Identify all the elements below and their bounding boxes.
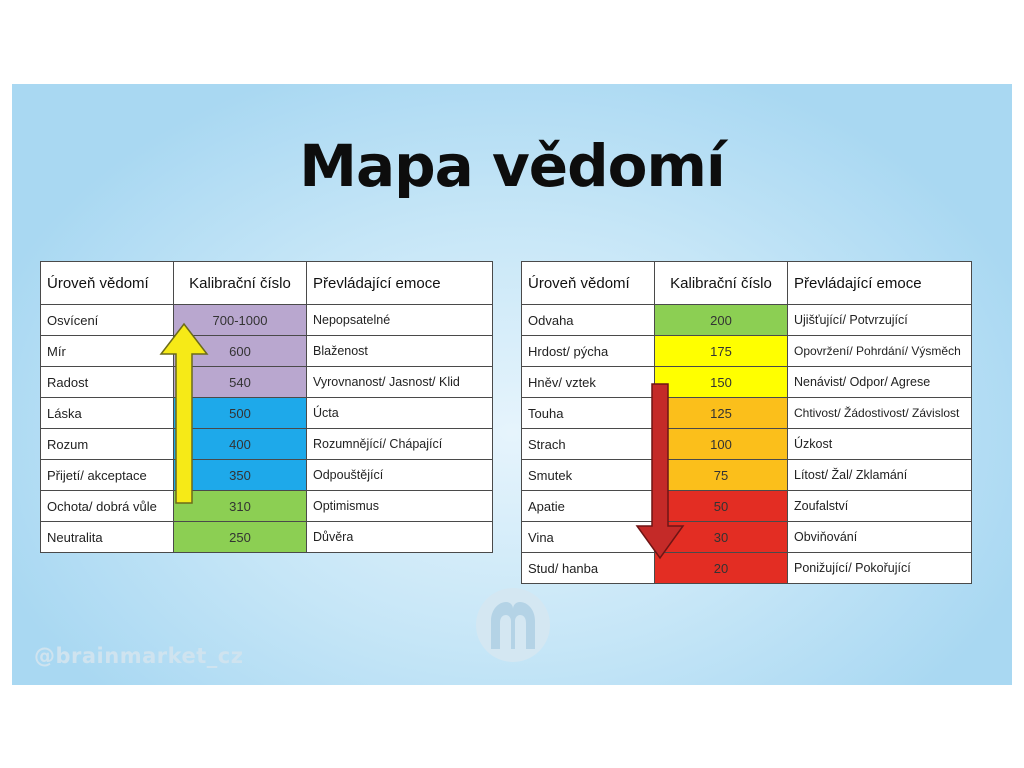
table-row [522, 491, 972, 522]
emotion-cell: Nenávist/ Odpor/ Agrese [788, 367, 972, 398]
level-cell: Ochota/ dobrá vůle [41, 491, 174, 522]
level-cell: Vina [522, 522, 655, 553]
emotion-cell: Obviňování [788, 522, 972, 553]
emotion-cell: Opovržení/ Pohrdání/ Výsměch [788, 336, 972, 367]
calibration-cell: 175 [655, 336, 788, 367]
emotion-cell: Důvěra [307, 522, 493, 553]
level-cell: Osvícení [41, 305, 174, 336]
calibration-cell: 100 [655, 429, 788, 460]
social-handle: @brainmarket_cz [34, 644, 244, 668]
emotion-cell: Zoufalství [788, 491, 972, 522]
emotion-cell: Nepopsatelné [307, 305, 493, 336]
level-cell: Mír [41, 336, 174, 367]
table-row [522, 460, 972, 491]
level-cell: Smutek [522, 460, 655, 491]
emotion-cell: Odpouštějící [307, 460, 493, 491]
emotion-cell: Úcta [307, 398, 493, 429]
calibration-cell: 20 [655, 553, 788, 584]
calibration-cell: 540 [174, 367, 307, 398]
calibration-cell: 125 [655, 398, 788, 429]
calibration-cell: 500 [174, 398, 307, 429]
calibration-cell: 50 [655, 491, 788, 522]
level-cell: Strach [522, 429, 655, 460]
table-row [522, 367, 972, 398]
table-row [522, 429, 972, 460]
table-row [522, 336, 972, 367]
table-row [522, 553, 972, 584]
emotion-cell: Rozumnějící/ Chápající [307, 429, 493, 460]
level-cell: Hněv/ vztek [522, 367, 655, 398]
emotion-cell: Úzkost [788, 429, 972, 460]
table-row [41, 429, 493, 460]
calibration-cell: 150 [655, 367, 788, 398]
level-cell: Radost [41, 367, 174, 398]
header-emotion: Převládající emoce [788, 262, 972, 305]
consciousness-table-high [40, 261, 493, 553]
table-header-row [41, 262, 493, 305]
calibration-cell: 250 [174, 522, 307, 553]
emotion-cell: Chtivost/ Žádostivost/ Závislost [788, 398, 972, 429]
calibration-cell: 350 [174, 460, 307, 491]
header-calibration: Kalibrační číslo [174, 262, 307, 305]
header-level: Úroveň vědomí [41, 262, 174, 305]
header-calibration: Kalibrační číslo [655, 262, 788, 305]
table-row [41, 305, 493, 336]
calibration-cell: 700-1000 [174, 305, 307, 336]
table-header-row [522, 262, 972, 305]
level-cell: Přijetí/ akceptace [41, 460, 174, 491]
level-cell: Apatie [522, 491, 655, 522]
table-row [41, 460, 493, 491]
table-row [41, 491, 493, 522]
page-title: Mapa vědomí [299, 132, 725, 200]
table-row [522, 522, 972, 553]
emotion-cell: Ujišťující/ Potvrzující [788, 305, 972, 336]
calibration-cell: 30 [655, 522, 788, 553]
level-cell: Rozum [41, 429, 174, 460]
level-cell: Neutralita [41, 522, 174, 553]
emotion-cell: Lítost/ Žal/ Zklamání [788, 460, 972, 491]
level-cell: Stud/ hanba [522, 553, 655, 584]
table-row [41, 398, 493, 429]
table-row [522, 398, 972, 429]
header-emotion: Převládající emoce [307, 262, 493, 305]
calibration-cell: 310 [174, 491, 307, 522]
calibration-cell: 400 [174, 429, 307, 460]
header-level: Úroveň vědomí [522, 262, 655, 305]
table-row [41, 367, 493, 398]
level-cell: Láska [41, 398, 174, 429]
brainmarket-logo-icon [475, 587, 551, 663]
slide [12, 84, 1012, 685]
calibration-cell: 600 [174, 336, 307, 367]
consciousness-table-low [521, 261, 972, 584]
emotion-cell: Vyrovnanost/ Jasnost/ Klid [307, 367, 493, 398]
emotion-cell: Optimismus [307, 491, 493, 522]
table-row [41, 522, 493, 553]
level-cell: Touha [522, 398, 655, 429]
table-row [522, 305, 972, 336]
level-cell: Hrdost/ pýcha [522, 336, 655, 367]
emotion-cell: Ponižující/ Pokořující [788, 553, 972, 584]
calibration-cell: 200 [655, 305, 788, 336]
emotion-cell: Blaženost [307, 336, 493, 367]
level-cell: Odvaha [522, 305, 655, 336]
calibration-cell: 75 [655, 460, 788, 491]
table-row [41, 336, 493, 367]
